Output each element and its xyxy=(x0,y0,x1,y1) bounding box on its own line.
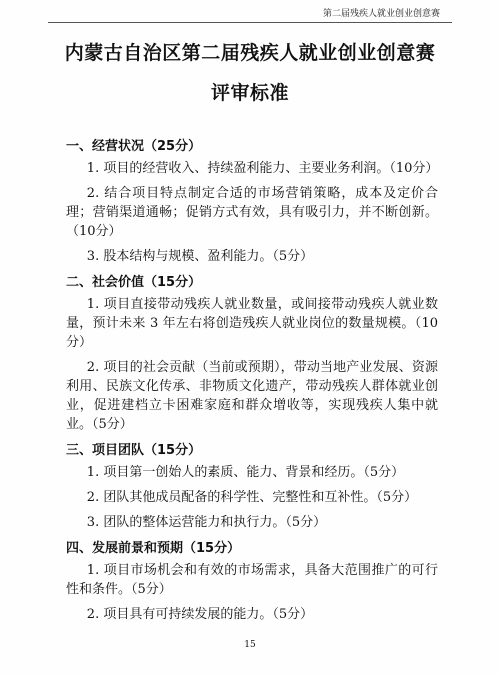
header-rule xyxy=(48,22,452,23)
page-number: 15 xyxy=(244,640,256,650)
criterion-item: 2. 团队其他成员配备的科学性、完整性和互补性。（5分） xyxy=(86,490,418,505)
section-heading: 三、项目团队（15分） xyxy=(66,443,202,458)
section-heading: 四、发展前景和预期（15分） xyxy=(66,541,241,556)
title-line-1: 内蒙古自治区第二届残疾人就业创业创意赛 xyxy=(64,42,436,64)
criterion-item: 1. 项目市场机会和有效的市场需求，具备大范围推广的可行性和条件。（5分） xyxy=(66,563,438,597)
criterion-item: 3. 团队的整体运营能力和执行力。（5分） xyxy=(86,515,327,530)
criterion-item: 3. 股本结构与规模、盈利能力。（5分） xyxy=(86,249,314,264)
criterion-item: 1. 项目第一创始人的素质、能力、背景和经历。（5分） xyxy=(86,465,405,480)
section-heading: 一、经营状况（25分） xyxy=(66,139,202,154)
section-heading: 二、社会价值（15分） xyxy=(66,275,202,290)
document-title xyxy=(0,40,500,106)
running-header: 第二届残疾人就业创业创意赛 xyxy=(322,9,440,19)
title-line-2: 评审标准 xyxy=(210,82,289,104)
criteria-body xyxy=(66,135,438,630)
criterion-item: 1. 项目直接带动残疾人就业数量，或间接带动残疾人就业数量，预计未来 3 年左右将创造残疾人就业岗位的数量规模。（10分） xyxy=(66,297,438,350)
criterion-item: 2. 项目的社会贡献（当前或预期），带动当地产业发展、资源利用、民族文化传承、非物质文化遗产，带动残疾人群体就业创业，促进建档立卡困难家庭和群众增收等，实现残疾人集中就业。（5分） xyxy=(66,360,438,432)
criterion-item: 2. 项目具有可持续发展的能力。（5分） xyxy=(86,607,314,622)
criterion-item: 1. 项目的经营收入、持续盈利能力、主要业务利润。（10分） xyxy=(86,161,439,176)
criterion-item: 2. 结合项目特点制定合适的市场营销策略，成本及定价合理；营销渠道通畅；促销方式有效，具有吸引力，并不断创新。（10分） xyxy=(66,186,438,239)
